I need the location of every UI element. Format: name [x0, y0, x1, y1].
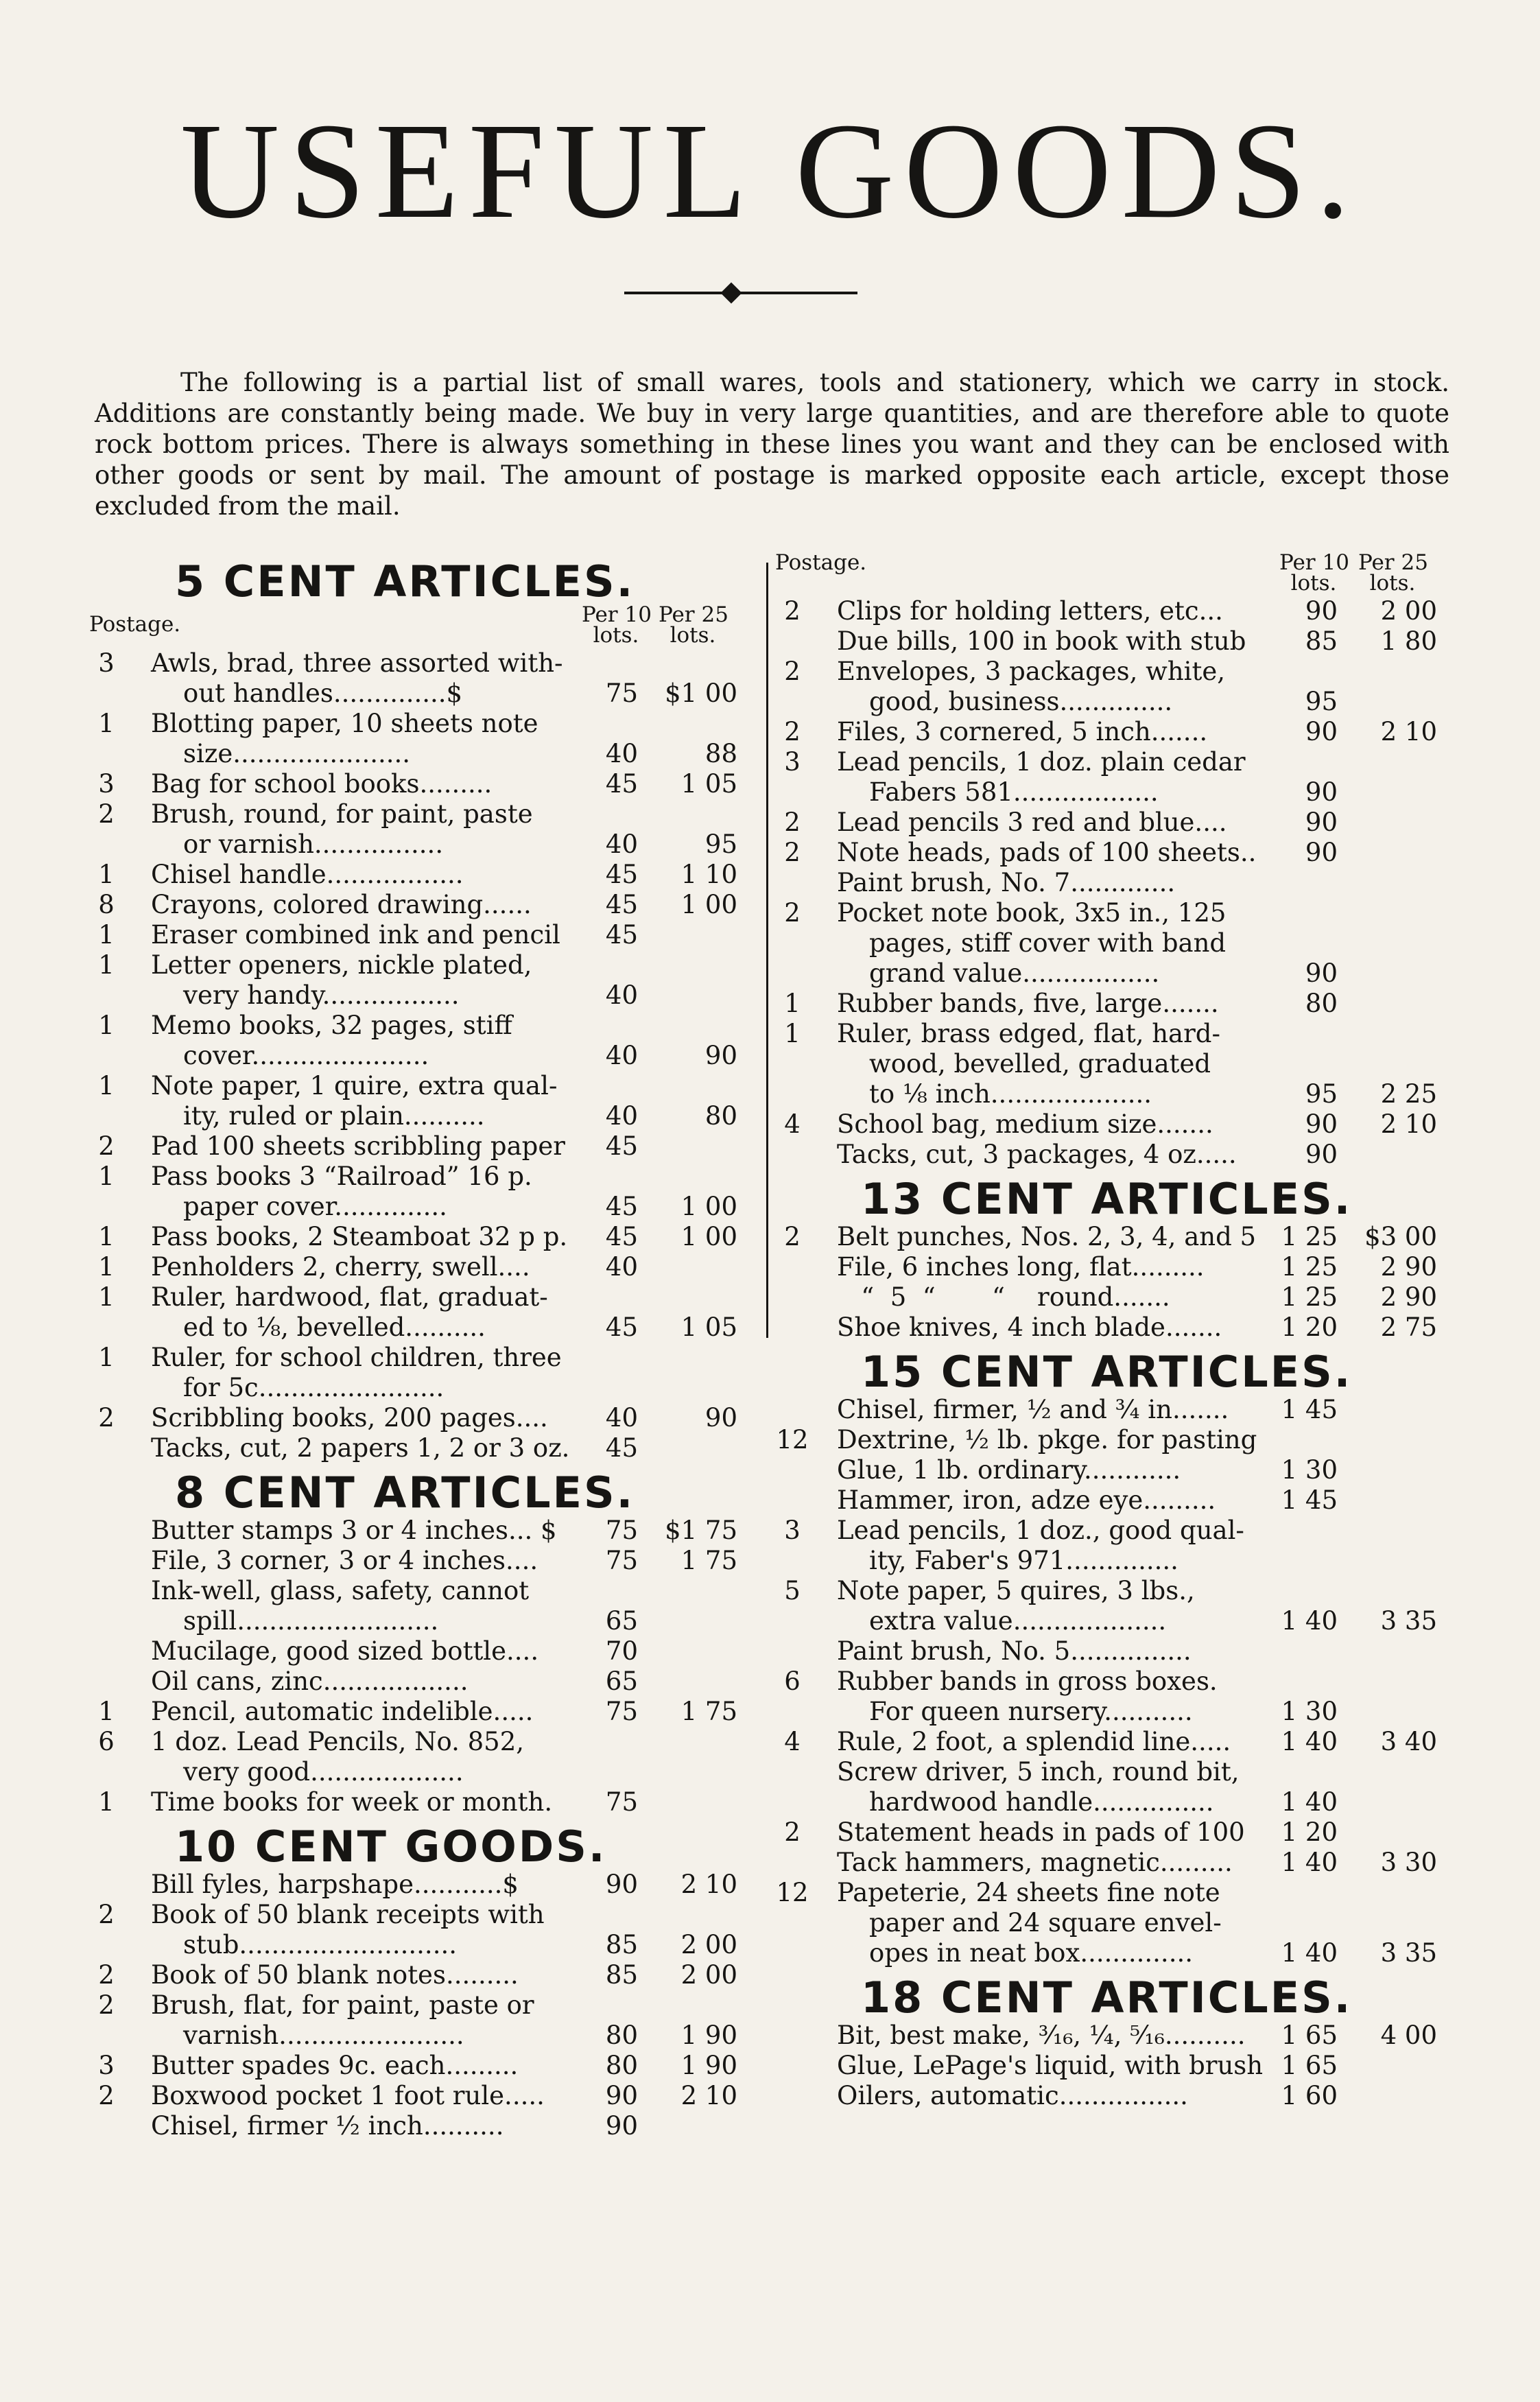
item-description: Ruler, brass edged, flat, hard- wood, bevelled, graduated to ⅛ inch....................: [837, 1019, 1220, 1109]
item-description: Crayons, colored drawing......: [151, 890, 532, 919]
price-per-10: 40: [605, 1041, 638, 1070]
price-per-25: 2 10: [680, 1870, 737, 1899]
item-description: Book of 50 blank receipts with stub...........................: [151, 1900, 545, 1959]
list-item: [775, 1395, 1468, 1425]
price-per-10: 90: [1305, 808, 1338, 837]
list-item: [775, 1282, 1468, 1312]
list-item: [89, 648, 768, 709]
item-description: Boxwood pocket 1 foot rule.....: [151, 2081, 545, 2110]
postage-value: 1: [98, 1162, 115, 1191]
section-heading: 8 CENT ARTICLES.: [175, 1468, 635, 1518]
item-description: Dextrine, ½ lb. pkge. for pasting: [837, 1425, 1257, 1455]
price-per-10: 1 20: [1281, 1312, 1338, 1342]
list-item: [89, 1787, 768, 1817]
price-per-10: 1 20: [1281, 1817, 1338, 1847]
postage-value: 1: [98, 950, 115, 980]
list-item: [775, 808, 1468, 838]
price-per-10: 90: [1305, 958, 1338, 988]
postage-value: 12: [776, 1878, 809, 1907]
right-column: [775, 552, 1468, 2111]
item-description: Tack hammers, magnetic.........: [837, 1848, 1233, 1877]
list-item: [89, 1990, 768, 2051]
item-description: Lead pencils, 1 doz., good qual- ity, Faber's 971..............: [837, 1516, 1244, 1575]
item-description: Brush, flat, for paint, paste or varnish.......................: [151, 1990, 534, 2050]
list-item: [775, 2021, 1468, 2051]
price-per-10: 1 30: [1281, 1455, 1338, 1485]
list-item: [775, 1312, 1468, 1343]
per-10-header: Per 10 lots.: [582, 602, 652, 648]
postage-value: 1: [98, 860, 115, 889]
item-description: School bag, medium size.......: [837, 1109, 1213, 1139]
item-description: Eraser combined ink and pencil: [151, 920, 560, 950]
list-item: [89, 1011, 768, 1071]
item-description: Envelopes, 3 packages, white, good, business..............: [837, 657, 1226, 716]
postage-value: 3: [98, 648, 115, 678]
item-description: Pocket note book, 3x5 in., 125 pages, stiff cover with band grand value.................: [837, 898, 1227, 988]
item-description: Note paper, 5 quires, 3 lbs., extra value...................: [837, 1576, 1195, 1636]
postage-value: 2: [784, 808, 801, 837]
postage-value: 3: [784, 747, 801, 777]
item-description: Pad 100 sheets scribbling paper: [151, 1131, 565, 1161]
list-item: [89, 1636, 768, 1667]
list-item: [775, 1757, 1468, 1817]
item-description: Book of 50 blank notes.........: [151, 1960, 519, 1990]
item-description: Chisel handle.................: [151, 860, 464, 889]
price-per-10: 65: [605, 1667, 638, 1696]
price-per-10: 1 40: [1281, 1938, 1338, 1968]
item-description: Statement heads in pads of 100: [837, 1817, 1245, 1847]
list-item: [89, 1282, 768, 1343]
item-description: Ink-well, glass, safety, cannot spill.........................: [151, 1576, 530, 1636]
list-item: [89, 769, 768, 799]
postage-value: 12: [776, 1425, 809, 1455]
price-per-25: 3 30: [1380, 1848, 1437, 1877]
price-per-25: 3 35: [1380, 1938, 1437, 1968]
postage-value: 1: [98, 920, 115, 950]
price-per-25: 95: [704, 829, 737, 859]
price-per-10: 1 40: [1281, 1606, 1338, 1636]
postage-value: 4: [784, 1109, 801, 1139]
postage-value: 6: [98, 1727, 115, 1756]
price-per-10: 45: [605, 1131, 638, 1161]
price-per-25: $1 75: [665, 1516, 737, 1545]
list-item: [89, 2081, 768, 2111]
item-description: Hammer, iron, adze eye.........: [837, 1485, 1216, 1515]
list-item: [89, 2111, 768, 2141]
price-per-10: 70: [605, 1636, 638, 1666]
price-per-10: 75: [605, 1546, 638, 1575]
postage-header: Postage.: [89, 612, 181, 637]
price-per-10: 90: [605, 2111, 638, 2141]
item-description: Rubber bands in gross boxes. For queen nursery...........: [837, 1667, 1218, 1726]
list-item: [775, 1222, 1468, 1252]
section-heading: 18 CENT ARTICLES.: [861, 1973, 1353, 2023]
list-item: [89, 950, 768, 1011]
item-description: Paint brush, No. 5...............: [837, 1636, 1192, 1666]
list-item: [775, 1576, 1468, 1636]
price-per-10: 45: [605, 890, 638, 919]
item-description: Lead pencils, 1 doz. plain cedar Fabers 581..................: [837, 747, 1246, 807]
price-per-10: 90: [1305, 1140, 1338, 1169]
postage-value: 3: [98, 2051, 115, 2080]
item-description: Clips for holding letters, etc...: [837, 596, 1223, 626]
list-item: [89, 1343, 768, 1403]
item-description: Bit, best make, ³⁄₁₆, ¼, ⁵⁄₁₆..........: [837, 2021, 1246, 2050]
page-title: USEFUL GOODS.: [180, 95, 1360, 247]
item-description: Oilers, automatic................: [837, 2081, 1188, 2110]
postage-value: 2: [98, 2081, 115, 2110]
list-item: [775, 1485, 1468, 1516]
item-description: Shoe knives, 4 inch blade.......: [837, 1312, 1222, 1342]
item-description: Pass books 3 “Railroad” 16 p. paper cover..............: [151, 1162, 532, 1221]
item-description: Ruler, hardwood, flat, graduat- ed to ⅛, bevelled..........: [151, 1282, 548, 1342]
price-per-25: 1 75: [680, 1546, 737, 1575]
price-per-25: 2 10: [1380, 1109, 1437, 1139]
item-description: Ruler, for school children, three for 5c.......................: [151, 1343, 562, 1402]
list-item: [89, 1546, 768, 1576]
item-description: Bag for school books.........: [151, 769, 493, 799]
list-item: [775, 1425, 1468, 1455]
list-item: [775, 2081, 1468, 2111]
item-description: Mucilage, good sized bottle....: [151, 1636, 539, 1666]
item-description: 1 doz. Lead Pencils, No. 852, very good...................: [151, 1727, 525, 1787]
list-item: [775, 1636, 1468, 1667]
price-per-25: 1 75: [680, 1697, 737, 1726]
price-per-10: 1 30: [1281, 1697, 1338, 1726]
item-description: Time books for week or month.: [151, 1787, 553, 1817]
item-description: Penholders 2, cherry, swell....: [151, 1252, 530, 1282]
price-per-10: 45: [605, 1222, 638, 1251]
item-description: Tacks, cut, 2 papers 1, 2 or 3 oz.: [151, 1433, 570, 1463]
price-per-25: 1 05: [680, 769, 737, 799]
price-per-25: 1 90: [680, 2021, 737, 2050]
postage-value: 2: [98, 1960, 115, 1990]
list-item: [775, 626, 1468, 657]
postage-value: 1: [98, 1222, 115, 1251]
price-per-10: 45: [605, 1192, 638, 1221]
postage-value: 2: [784, 838, 801, 867]
price-per-25: 2 10: [1380, 717, 1437, 746]
price-per-10: 90: [605, 1870, 638, 1899]
price-per-10: 1 65: [1281, 2021, 1338, 2050]
postage-value: 8: [98, 890, 115, 919]
list-item: [775, 1727, 1468, 1757]
list-item: [89, 1697, 768, 1727]
list-item: [89, 860, 768, 890]
price-per-10: 90: [1305, 838, 1338, 867]
price-per-10: 85: [605, 1930, 638, 1959]
list-item: [775, 657, 1468, 717]
price-per-10: 1 45: [1281, 1485, 1338, 1515]
price-per-10: 80: [605, 2021, 638, 2050]
price-per-25: $3 00: [1364, 1222, 1437, 1251]
list-item: [775, 596, 1468, 626]
list-item: [775, 717, 1468, 747]
price-per-25: 90: [704, 1403, 737, 1433]
price-per-10: 1 60: [1281, 2081, 1338, 2110]
postage-value: 2: [98, 1403, 115, 1433]
price-per-10: 95: [1305, 1079, 1338, 1109]
list-item: [775, 1667, 1468, 1727]
intro-paragraph: The following is a partial list of small wares, tools and stationery, which we carry in stock. Additions are constantly being made. We buy in very large quantities, and are therefore able to quote rock bottom prices. There is always something in these lines you want and they can be enclosed with other goods or sent by mail. The amount of postage is marked opposite each article, except those excluded from the mail.: [95, 368, 1449, 521]
price-per-10: 45: [605, 1433, 638, 1463]
price-per-10: 40: [605, 829, 638, 859]
postage-value: 2: [98, 1900, 115, 1929]
postage-value: 1: [98, 1252, 115, 1282]
list-item: [775, 747, 1468, 808]
postage-value: 2: [784, 596, 801, 626]
price-per-10: 45: [605, 920, 638, 950]
list-item: [775, 989, 1468, 1019]
price-per-10: 45: [605, 860, 638, 889]
list-item: [775, 868, 1468, 898]
list-item: [775, 1109, 1468, 1140]
item-description: Pencil, automatic indelible.....: [151, 1697, 534, 1726]
item-description: Butter spades 9c. each.........: [151, 2051, 519, 2080]
price-per-10: 90: [1305, 1109, 1338, 1139]
column-header: [89, 604, 768, 648]
postage-value: 1: [98, 709, 115, 738]
item-description: Oil cans, zinc..................: [151, 1667, 469, 1696]
postage-value: 2: [784, 1222, 801, 1251]
item-description: Brush, round, for paint, paste or varnish................: [151, 799, 533, 859]
postage-value: 1: [98, 1343, 115, 1372]
list-item: [89, 920, 768, 950]
price-per-10: 40: [605, 980, 638, 1010]
section-heading: 15 CENT ARTICLES.: [861, 1347, 1353, 1397]
list-item: [89, 1131, 768, 1162]
price-per-25: 2 10: [680, 2081, 737, 2110]
price-per-10: 90: [1305, 777, 1338, 807]
price-per-25: 1 00: [680, 1222, 737, 1251]
postage-value: 2: [98, 799, 115, 829]
postage-value: 1: [98, 1071, 115, 1100]
price-per-25: 3 40: [1380, 1727, 1437, 1756]
list-item: [89, 1222, 768, 1252]
price-per-10: 75: [605, 679, 638, 708]
price-per-10: 80: [1305, 989, 1338, 1018]
price-per-25: 4 00: [1380, 2021, 1437, 2050]
item-description: Due bills, 100 in book with stub: [837, 626, 1246, 656]
price-per-25: 2 00: [680, 1930, 737, 1959]
postage-value: 1: [98, 1697, 115, 1726]
price-per-10: 40: [605, 1252, 638, 1282]
postage-value: 2: [784, 717, 801, 746]
list-item: [775, 1140, 1468, 1170]
list-item: [775, 898, 1468, 989]
price-per-25: 88: [704, 739, 737, 768]
price-per-25: 1 10: [680, 860, 737, 889]
price-per-10: 65: [605, 1606, 638, 1636]
postage-value: 4: [784, 1727, 801, 1756]
price-per-10: 1 25: [1281, 1282, 1338, 1312]
list-item: [89, 1576, 768, 1636]
item-description: Letter openers, nickle plated, very handy.................: [151, 950, 532, 1010]
postage-value: 6: [784, 1667, 801, 1696]
item-description: Note heads, pads of 100 sheets..: [837, 838, 1257, 867]
price-per-25: 1 90: [680, 2051, 737, 2080]
price-per-10: 75: [605, 1697, 638, 1726]
list-item: [89, 890, 768, 920]
item-description: File, 3 corner, 3 or 4 inches....: [151, 1546, 538, 1575]
postage-value: 3: [784, 1516, 801, 1545]
list-item: [775, 838, 1468, 868]
item-description: Screw driver, 5 inch, round bit, hardwood handle...............: [837, 1757, 1240, 1817]
price-per-10: 1 65: [1281, 2051, 1338, 2080]
per-10-header: Per 10 lots.: [1279, 550, 1349, 596]
section-heading: 5 CENT ARTICLES.: [175, 556, 635, 607]
list-item: [89, 1071, 768, 1131]
item-description: Belt punches, Nos. 2, 3, 4, and 5: [837, 1222, 1257, 1251]
diamond-ornament-icon: [720, 282, 742, 303]
price-per-25: 90: [704, 1041, 737, 1070]
price-per-25: 2 90: [1380, 1282, 1437, 1312]
list-item: [775, 2051, 1468, 2081]
item-description: Papeterie, 24 sheets fine note paper and 24 square envel- opes in neat box..............: [837, 1878, 1222, 1968]
item-description: Paint brush, No. 7.............: [837, 868, 1176, 897]
price-per-10: 95: [1305, 687, 1338, 716]
price-per-25: 1 00: [680, 1192, 737, 1221]
price-per-10: 45: [605, 1312, 638, 1342]
item-description: Bill fyles, harpshape...........$: [151, 1870, 519, 1899]
price-per-25: 2 00: [1380, 596, 1437, 626]
list-item: [89, 1516, 768, 1546]
ornamental-rule: [624, 292, 857, 294]
item-description: Lead pencils 3 red and blue....: [837, 808, 1227, 837]
item-description: Rubber bands, five, large.......: [837, 989, 1219, 1018]
postage-value: 3: [98, 769, 115, 799]
price-per-10: 85: [605, 1960, 638, 1990]
price-per-25: 3 35: [1380, 1606, 1437, 1636]
price-per-10: 80: [605, 2051, 638, 2080]
item-description: Tacks, cut, 3 packages, 4 oz.....: [837, 1140, 1237, 1169]
item-description: Chisel, firmer ½ inch..........: [151, 2111, 504, 2141]
list-item: [89, 1960, 768, 1990]
column-header: [775, 552, 1468, 596]
price-per-10: 90: [605, 2081, 638, 2110]
price-per-25: $1 00: [665, 679, 737, 708]
price-per-25: 1 05: [680, 1312, 737, 1342]
list-item: [89, 1403, 768, 1433]
price-per-10: 40: [605, 739, 638, 768]
postage-value: 1: [98, 1282, 115, 1312]
price-per-25: 2 00: [680, 1960, 737, 1990]
list-item: [89, 2051, 768, 2081]
left-column: [89, 552, 768, 2141]
list-item: [89, 1870, 768, 1900]
per-25-header: Per 25 lots.: [1358, 550, 1428, 596]
list-item: [89, 1252, 768, 1282]
per-25-header: Per 25 lots.: [659, 602, 728, 648]
item-description: Awls, brad, three assorted with- out handles..............$: [151, 648, 563, 708]
list-item: [89, 1667, 768, 1697]
price-per-10: 45: [605, 769, 638, 799]
postage-value: 1: [784, 989, 801, 1018]
postage-value: 5: [784, 1576, 801, 1605]
price-per-10: 1 25: [1281, 1252, 1338, 1282]
list-item: [89, 1162, 768, 1222]
price-per-25: 1 00: [680, 890, 737, 919]
postage-value: 1: [98, 1011, 115, 1040]
list-item: [89, 1727, 768, 1787]
item-description: Glue, 1 lb. ordinary............: [837, 1455, 1181, 1485]
list-item: [775, 1878, 1468, 1968]
list-item: [89, 1900, 768, 1960]
list-item: [89, 709, 768, 769]
item-description: Memo books, 32 pages, stiff cover......................: [151, 1011, 512, 1070]
list-item: [89, 1433, 768, 1463]
list-item: [775, 1516, 1468, 1576]
item-description: Pass books, 2 Steamboat 32 p p.: [151, 1222, 568, 1251]
price-per-10: 40: [605, 1403, 638, 1433]
price-per-25: 1 80: [1380, 626, 1437, 656]
list-item: [775, 1848, 1468, 1878]
list-item: [775, 1817, 1468, 1848]
item-description: Scribbling books, 200 pages....: [151, 1403, 548, 1433]
item-description: Files, 3 cornered, 5 inch.......: [837, 717, 1208, 746]
price-per-25: 2 75: [1380, 1312, 1437, 1342]
section-heading: 13 CENT ARTICLES.: [861, 1174, 1353, 1224]
price-per-10: 85: [1305, 626, 1338, 656]
item-description: Note paper, 1 quire, extra qual- ity, ruled or plain..........: [151, 1071, 558, 1131]
price-per-25: 2 25: [1380, 1079, 1437, 1109]
price-per-10: 1 40: [1281, 1787, 1338, 1817]
section-heading: 10 CENT GOODS.: [175, 1822, 607, 1872]
price-per-10: 75: [605, 1516, 638, 1545]
item-description: File, 6 inches long, flat.........: [837, 1252, 1205, 1282]
price-per-10: 1 40: [1281, 1848, 1338, 1877]
postage-value: 2: [784, 1817, 801, 1847]
postage-value: 1: [98, 1787, 115, 1817]
list-item: [775, 1252, 1468, 1282]
item-description: “ 5 “ “ round.......: [837, 1282, 1170, 1312]
price-per-10: 90: [1305, 596, 1338, 626]
postage-value: 1: [784, 1019, 801, 1048]
list-item: [775, 1019, 1468, 1109]
price-per-10: 75: [605, 1787, 638, 1817]
list-item: [89, 799, 768, 860]
item-description: Rule, 2 foot, a splendid line.....: [837, 1727, 1231, 1756]
postage-value: 2: [784, 657, 801, 686]
price-per-25: 80: [704, 1101, 737, 1131]
price-per-10: 1 45: [1281, 1395, 1338, 1424]
postage-value: 2: [98, 1990, 115, 2020]
price-per-10: 1 40: [1281, 1727, 1338, 1756]
price-per-10: 40: [605, 1101, 638, 1131]
price-per-25: 2 90: [1380, 1252, 1437, 1282]
price-per-10: 90: [1305, 717, 1338, 746]
price-per-10: 1 25: [1281, 1222, 1338, 1251]
postage-header: Postage.: [775, 550, 867, 575]
list-item: [775, 1455, 1468, 1485]
item-description: Chisel, firmer, ½ and ¾ in.......: [837, 1395, 1229, 1424]
item-description: Glue, LePage's liquid, with brush: [837, 2051, 1264, 2080]
postage-value: 2: [784, 898, 801, 928]
postage-value: 2: [98, 1131, 115, 1161]
item-description: Butter stamps 3 or 4 inches... $: [151, 1516, 557, 1545]
item-description: Blotting paper, 10 sheets note size......................: [151, 709, 538, 768]
